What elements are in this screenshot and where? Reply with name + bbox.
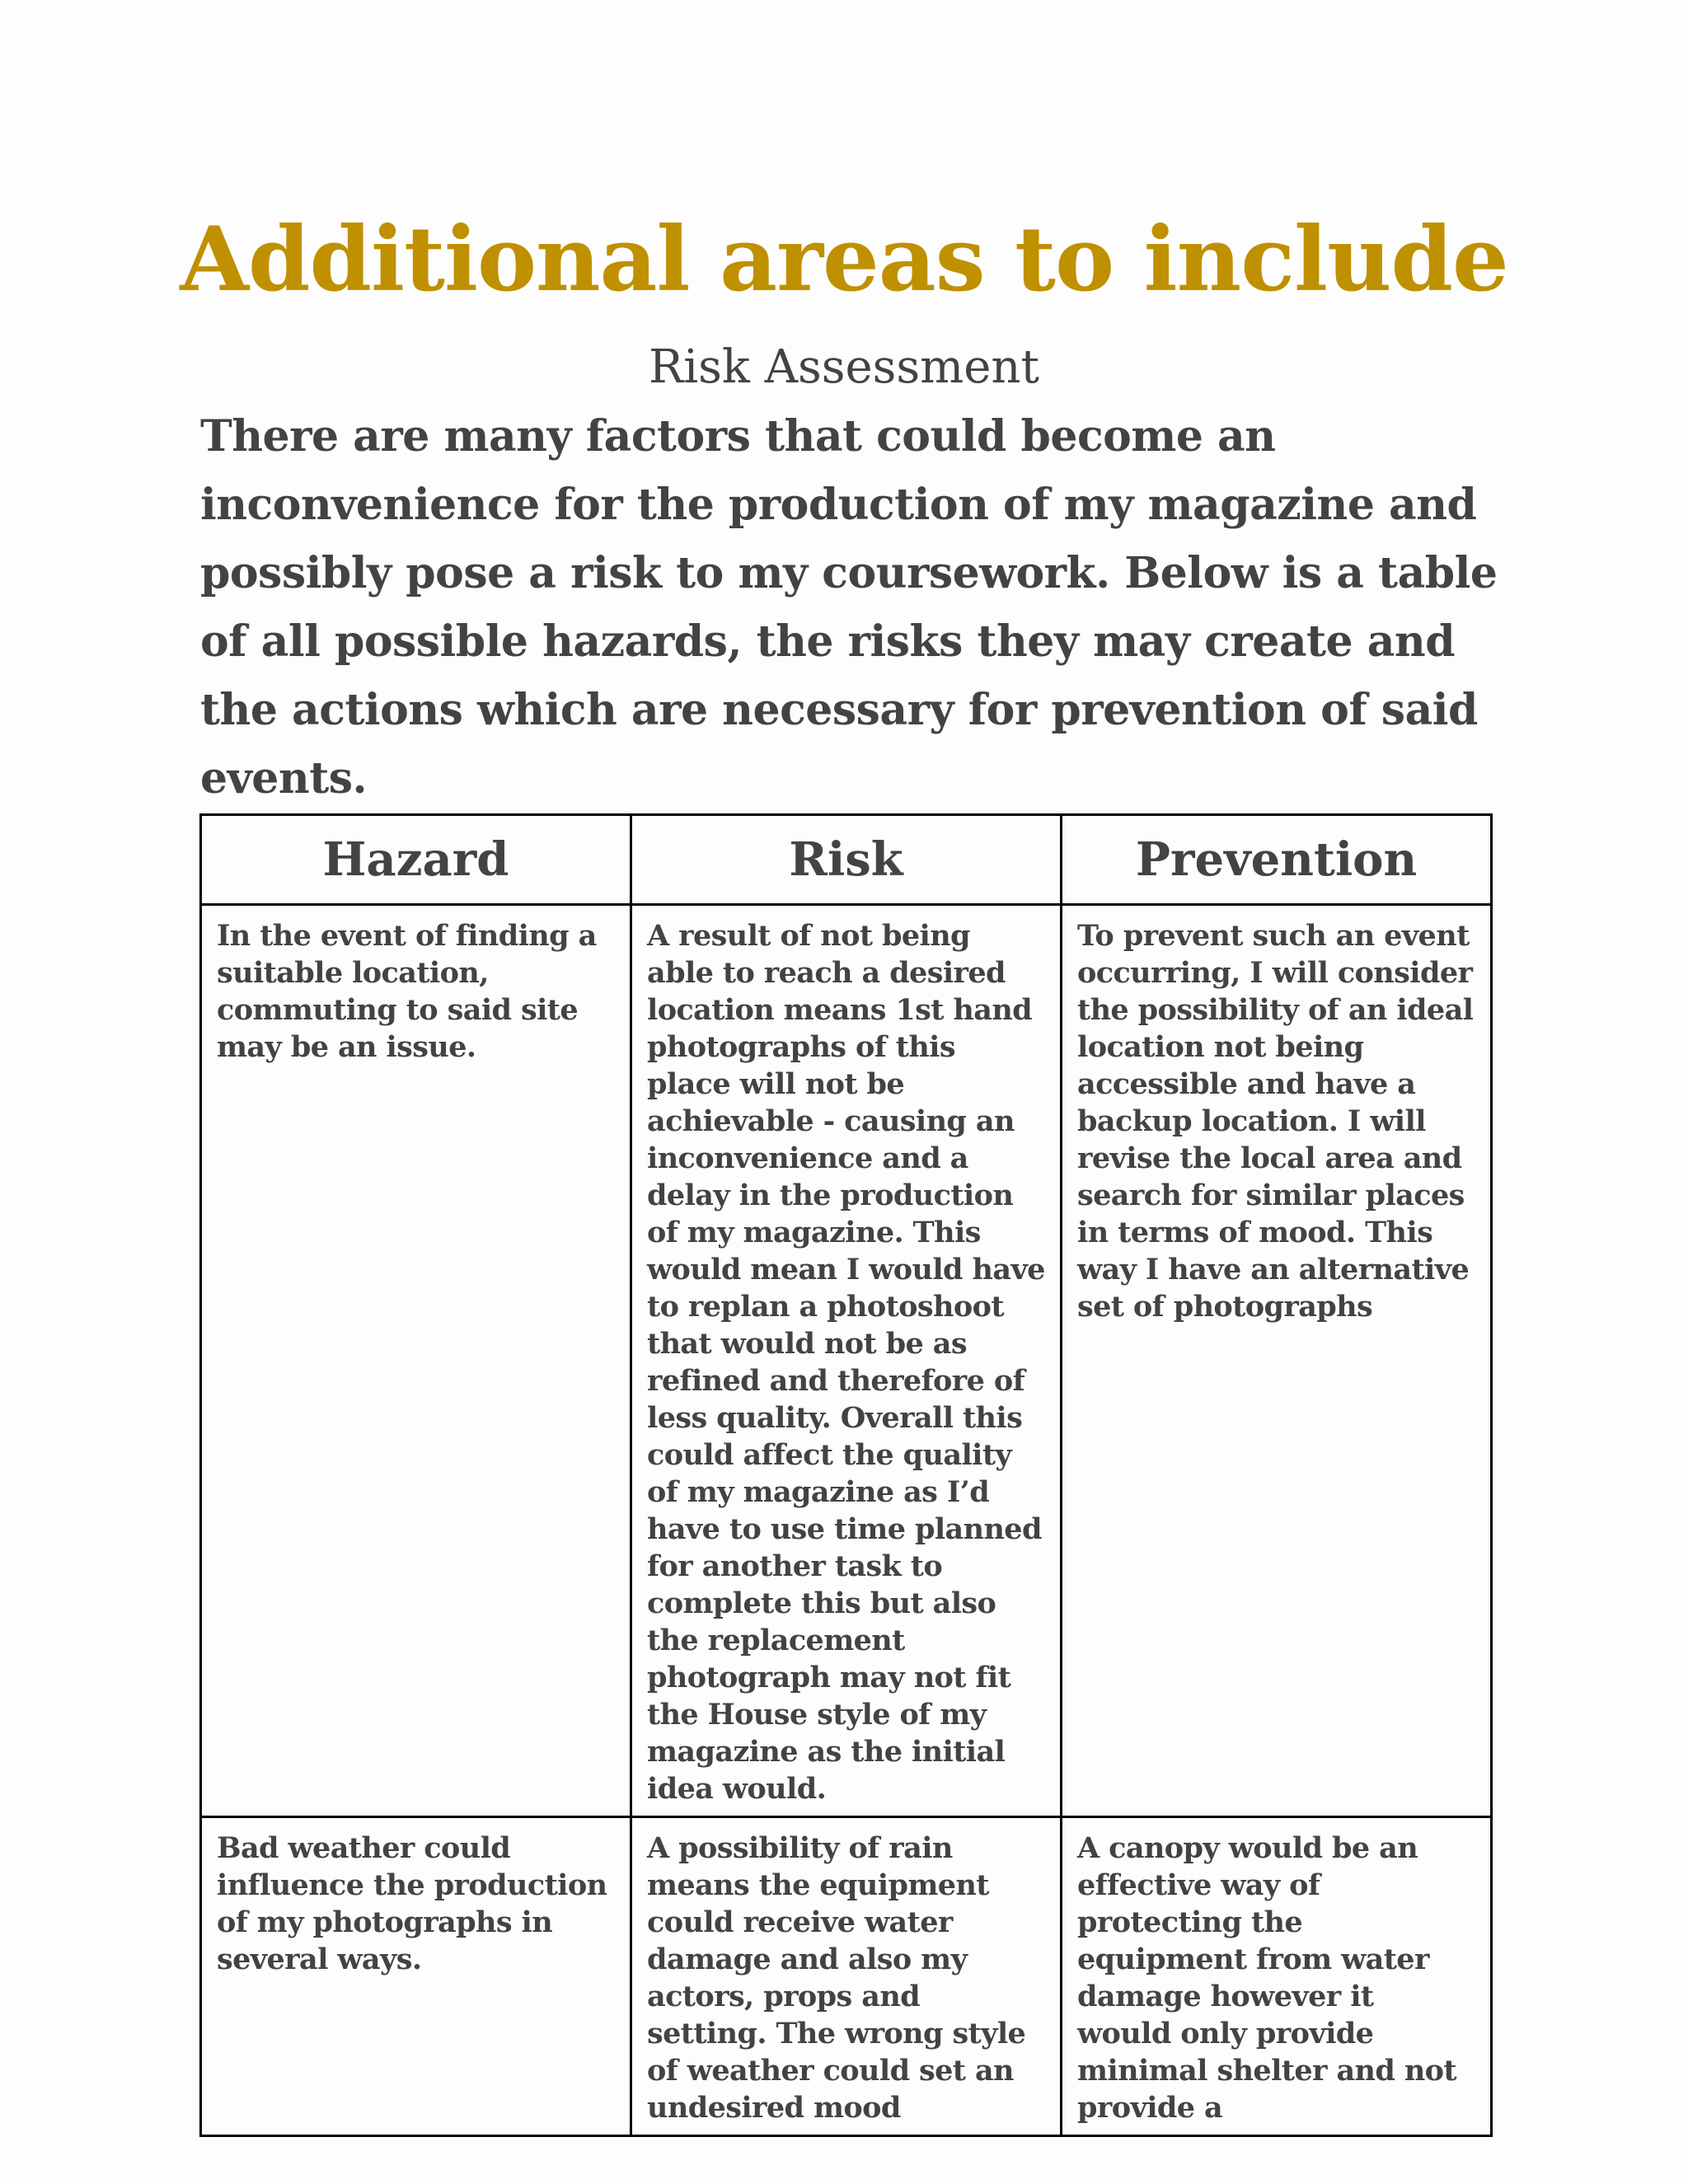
prevention-cell: To prevent such an event occurring, I will consider the possibility of an ideal location not being accessible and have a backup location. I will revise the local area and search for similar places in terms of mood. This way I have an alternative set of photographs [1062,905,1492,1817]
risk-cell: A possibility of rain means the equipment could receive water damage and also my actors, props and setting. The wrong style of weather could set an undesired mood [631,1817,1062,2136]
risk-assessment-table [199,813,1493,2137]
prevention-cell: A canopy would be an effective way of protecting the equipment from water damage however it would only provide minimal shelter and not provide a [1062,1817,1492,2136]
intro-paragraph: There are many factors that could become an inconvenience for the production of my magazine and possibly pose a risk to my coursework. Below is a table of all possible hazards, the risks they may create and the actions which are necessary for prevention of said events. [200,411,1498,804]
hazard-cell: In the event of finding a suitable location, commuting to said site may be an issue. [201,905,631,1817]
table-header-row [201,815,1492,905]
section-subtitle: Risk Assessment [649,340,1039,394]
table-row [201,1817,1492,2136]
table-row [201,905,1492,1817]
header-risk: Risk [631,815,1062,905]
header-prevention: Prevention [1062,815,1492,905]
hazard-cell: Bad weather could influence the production of my photographs in several ways. [201,1817,631,2136]
risk-cell: A result of not being able to reach a desired location means 1st hand photographs of this place will not be achievable - causing an inconvenience and a delay in the production of my magazine. This would mean I would have to replan a photoshoot that would not be as refined and therefore of less quality. Overall this could affect the quality of my magazine as I’d have to use time planned for another task to complete this but also the replacement photograph may not fit the House style of my magazine as the initial idea would. [631,905,1062,1817]
header-hazard: Hazard [201,815,631,905]
page-title: Additional areas to include [180,208,1508,312]
